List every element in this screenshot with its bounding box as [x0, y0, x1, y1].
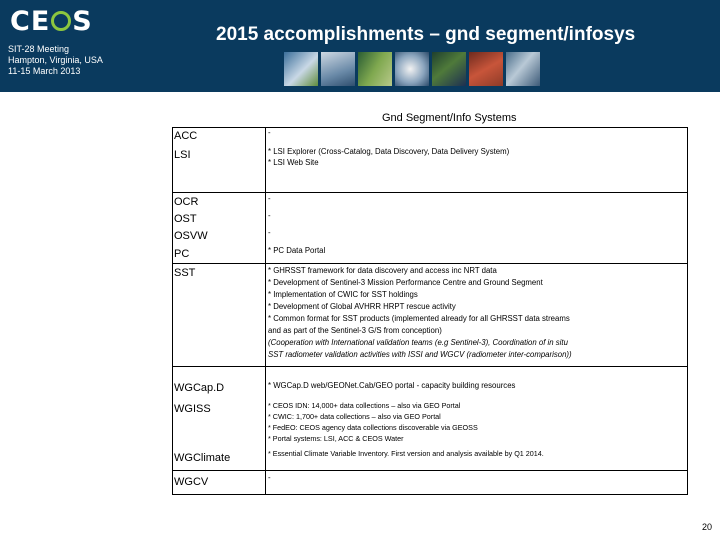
- table-heading: Gnd Segment/Info Systems: [382, 112, 517, 124]
- header-banner: [0, 0, 720, 92]
- sst-line: and as part of the Sentinel-3 G/S from conception): [268, 326, 442, 335]
- earth-image-thumbnail: [506, 52, 540, 86]
- lsi-line: * LSI Explorer (Cross-Catalog, Data Discovery, Data Delivery System): [268, 147, 510, 156]
- wgclimate-text: * Essential Climate Variable Inventory. First version and analysis available by Q1 2014.: [268, 449, 544, 458]
- ost-text: -: [268, 211, 271, 220]
- row-label-wgcv: WGCV: [174, 476, 209, 488]
- row-label-sst: SST: [174, 267, 196, 279]
- sst-italic-line: (Cooperation with International validation teams (e.g Sentinel-3), Coordination of in situ: [268, 338, 568, 347]
- osvw-text: -: [268, 228, 271, 237]
- ceos-logo: CE S: [10, 6, 93, 37]
- row-label-osvw: OSVW: [174, 230, 208, 242]
- row-label-wgcapd: WGCap.D: [174, 382, 225, 394]
- column-divider: [265, 127, 266, 495]
- sst-line: * Development of Global AVHRR HRPT rescue activity: [268, 302, 456, 311]
- earth-image-thumbnail: [284, 52, 318, 86]
- sst-italic-line: SST radiometer validation activities with ISSI and WGCV (radiometer inter-comparison)): [268, 350, 572, 359]
- wgiss-line: * Portal systems: LSI, ACC & CEOS Water: [268, 434, 404, 443]
- sst-line: * Implementation of CWIC for SST holdings: [268, 290, 418, 299]
- acc-text: -: [268, 128, 271, 137]
- row-divider: [172, 470, 688, 471]
- earth-image-thumbnail: [432, 52, 466, 86]
- row-label-ost: OST: [174, 213, 197, 225]
- earth-image-thumbnail: [395, 52, 429, 86]
- sst-line: * Common format for SST products (implemented already for all GHRSST data streams: [268, 314, 570, 323]
- row-label-wgiss: WGISS: [174, 403, 211, 415]
- pc-text: * PC Data Portal: [268, 246, 326, 255]
- row-divider: [172, 192, 688, 193]
- slide-title: 2015 accomplishments – gnd segment/infosys: [216, 24, 636, 45]
- wgiss-line: * CWIC: 1,700+ data collections – also via GEO Portal: [268, 412, 441, 421]
- row-label-pc: PC: [174, 248, 190, 260]
- earth-image-thumbnail: [469, 52, 503, 86]
- earth-image-thumbnail: [321, 52, 355, 86]
- earth-image-thumbnail: [358, 52, 392, 86]
- page-number: 20: [701, 522, 712, 532]
- sst-line: * Development of Sentinel-3 Mission Performance Centre and Ground Segment: [268, 278, 543, 287]
- row-divider: [172, 366, 688, 367]
- meeting-line: SIT-28 Meeting: [8, 44, 70, 54]
- wgcv-text: -: [268, 473, 271, 482]
- wgiss-line: * CEOS IDN: 14,000+ data collections – also via GEO Portal: [268, 401, 461, 410]
- wgiss-line: * FedEO: CEOS agency data collections discoverable via GEOSS: [268, 423, 478, 432]
- sst-line: * GHRSST framework for data discovery and access inc NRT data: [268, 266, 497, 275]
- row-label-wgclimate: WGClimate: [174, 452, 231, 464]
- meeting-line: 11-15 March 2013: [8, 66, 81, 76]
- row-label-lsi: LSI: [174, 149, 191, 161]
- row-label-ocr: OCR: [174, 196, 199, 208]
- row-divider: [172, 263, 688, 264]
- lsi-line: * LSI Web Site: [268, 158, 319, 167]
- row-label-acc: ACC: [174, 130, 198, 142]
- wgcapd-text: * WGCap.D web/GEONet.Cab/GEO portal - capacity building resources: [268, 381, 516, 390]
- meeting-info: [8, 44, 103, 77]
- image-strip: [284, 52, 543, 86]
- meeting-line: Hampton, Virginia, USA: [8, 55, 103, 65]
- ocr-text: -: [268, 194, 271, 203]
